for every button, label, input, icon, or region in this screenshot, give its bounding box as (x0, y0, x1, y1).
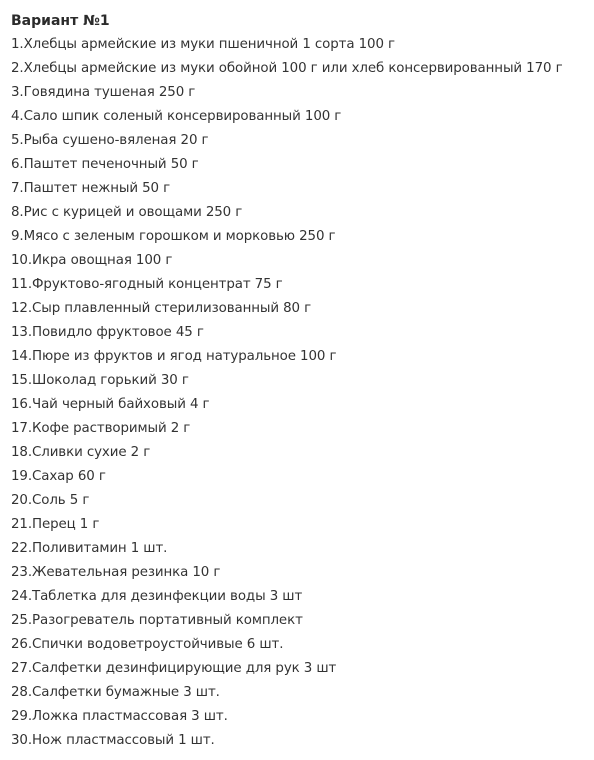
list-item: 21.Перец 1 г (11, 517, 100, 532)
list-item: 16.Чай черный байховый 4 г (11, 397, 210, 412)
list-item: 5.Рыба сушено-вяленая 20 г (11, 133, 209, 148)
list-item: 7.Паштет нежный 50 г (11, 181, 171, 196)
list-item: 8.Рис с курицей и овощами 250 г (11, 205, 243, 220)
item-list (11, 33, 590, 753)
list-item: 10.Икра овощная 100 г (11, 253, 173, 268)
list-item: 23.Жевательная резинка 10 г (11, 565, 221, 580)
document (11, 11, 590, 753)
list-item: 28.Салфетки бумажные 3 шт. (11, 685, 220, 700)
list-item: 29.Ложка пластмассовая 3 шт. (11, 709, 228, 724)
list-item: 26.Спички водоветроустойчивые 6 шт. (11, 637, 284, 652)
list-item: 20.Соль 5 г (11, 493, 90, 508)
list-item: 9.Мясо с зеленым горошком и морковью 250 г (11, 229, 336, 244)
list-item: 4.Сало шпик соленый консервированный 100 г (11, 109, 342, 124)
list-item: 25.Разогреватель портативный комплект (11, 613, 303, 628)
list-item: 27.Салфетки дезинфицирующие для рук 3 шт (11, 661, 337, 676)
list-item: 13.Повидло фруктовое 45 г (11, 325, 204, 340)
list-item: 15.Шоколад горький 30 г (11, 373, 189, 388)
list-item: 30.Нож пластмассовый 1 шт. (11, 733, 215, 748)
list-item: 22.Поливитамин 1 шт. (11, 541, 168, 556)
list-item: 3.Говядина тушеная 250 г (11, 85, 196, 100)
list-item: 19.Сахар 60 г (11, 469, 106, 484)
list-item: 18.Сливки сухие 2 г (11, 445, 151, 460)
list-item: 1.Хлебцы армейские из муки пшеничной 1 сорта 100 г (11, 37, 395, 52)
list-item: 14.Пюре из фруктов и ягод натуральное 100 г (11, 349, 337, 364)
list-item: 2.Хлебцы армейские из муки обойной 100 г или хлеб консервированный 170 г (11, 61, 563, 76)
list-item: 17.Кофе растворимый 2 г (11, 421, 191, 436)
list-item: 12.Сыр плавленный стерилизованный 80 г (11, 301, 312, 316)
document-title: Вариант №1 (11, 13, 110, 29)
list-item: 11.Фруктово-ягодный концентрат 75 г (11, 277, 283, 292)
list-item: 6.Паштет печеночный 50 г (11, 157, 199, 172)
list-item: 24.Таблетка для дезинфекции воды 3 шт (11, 589, 303, 604)
